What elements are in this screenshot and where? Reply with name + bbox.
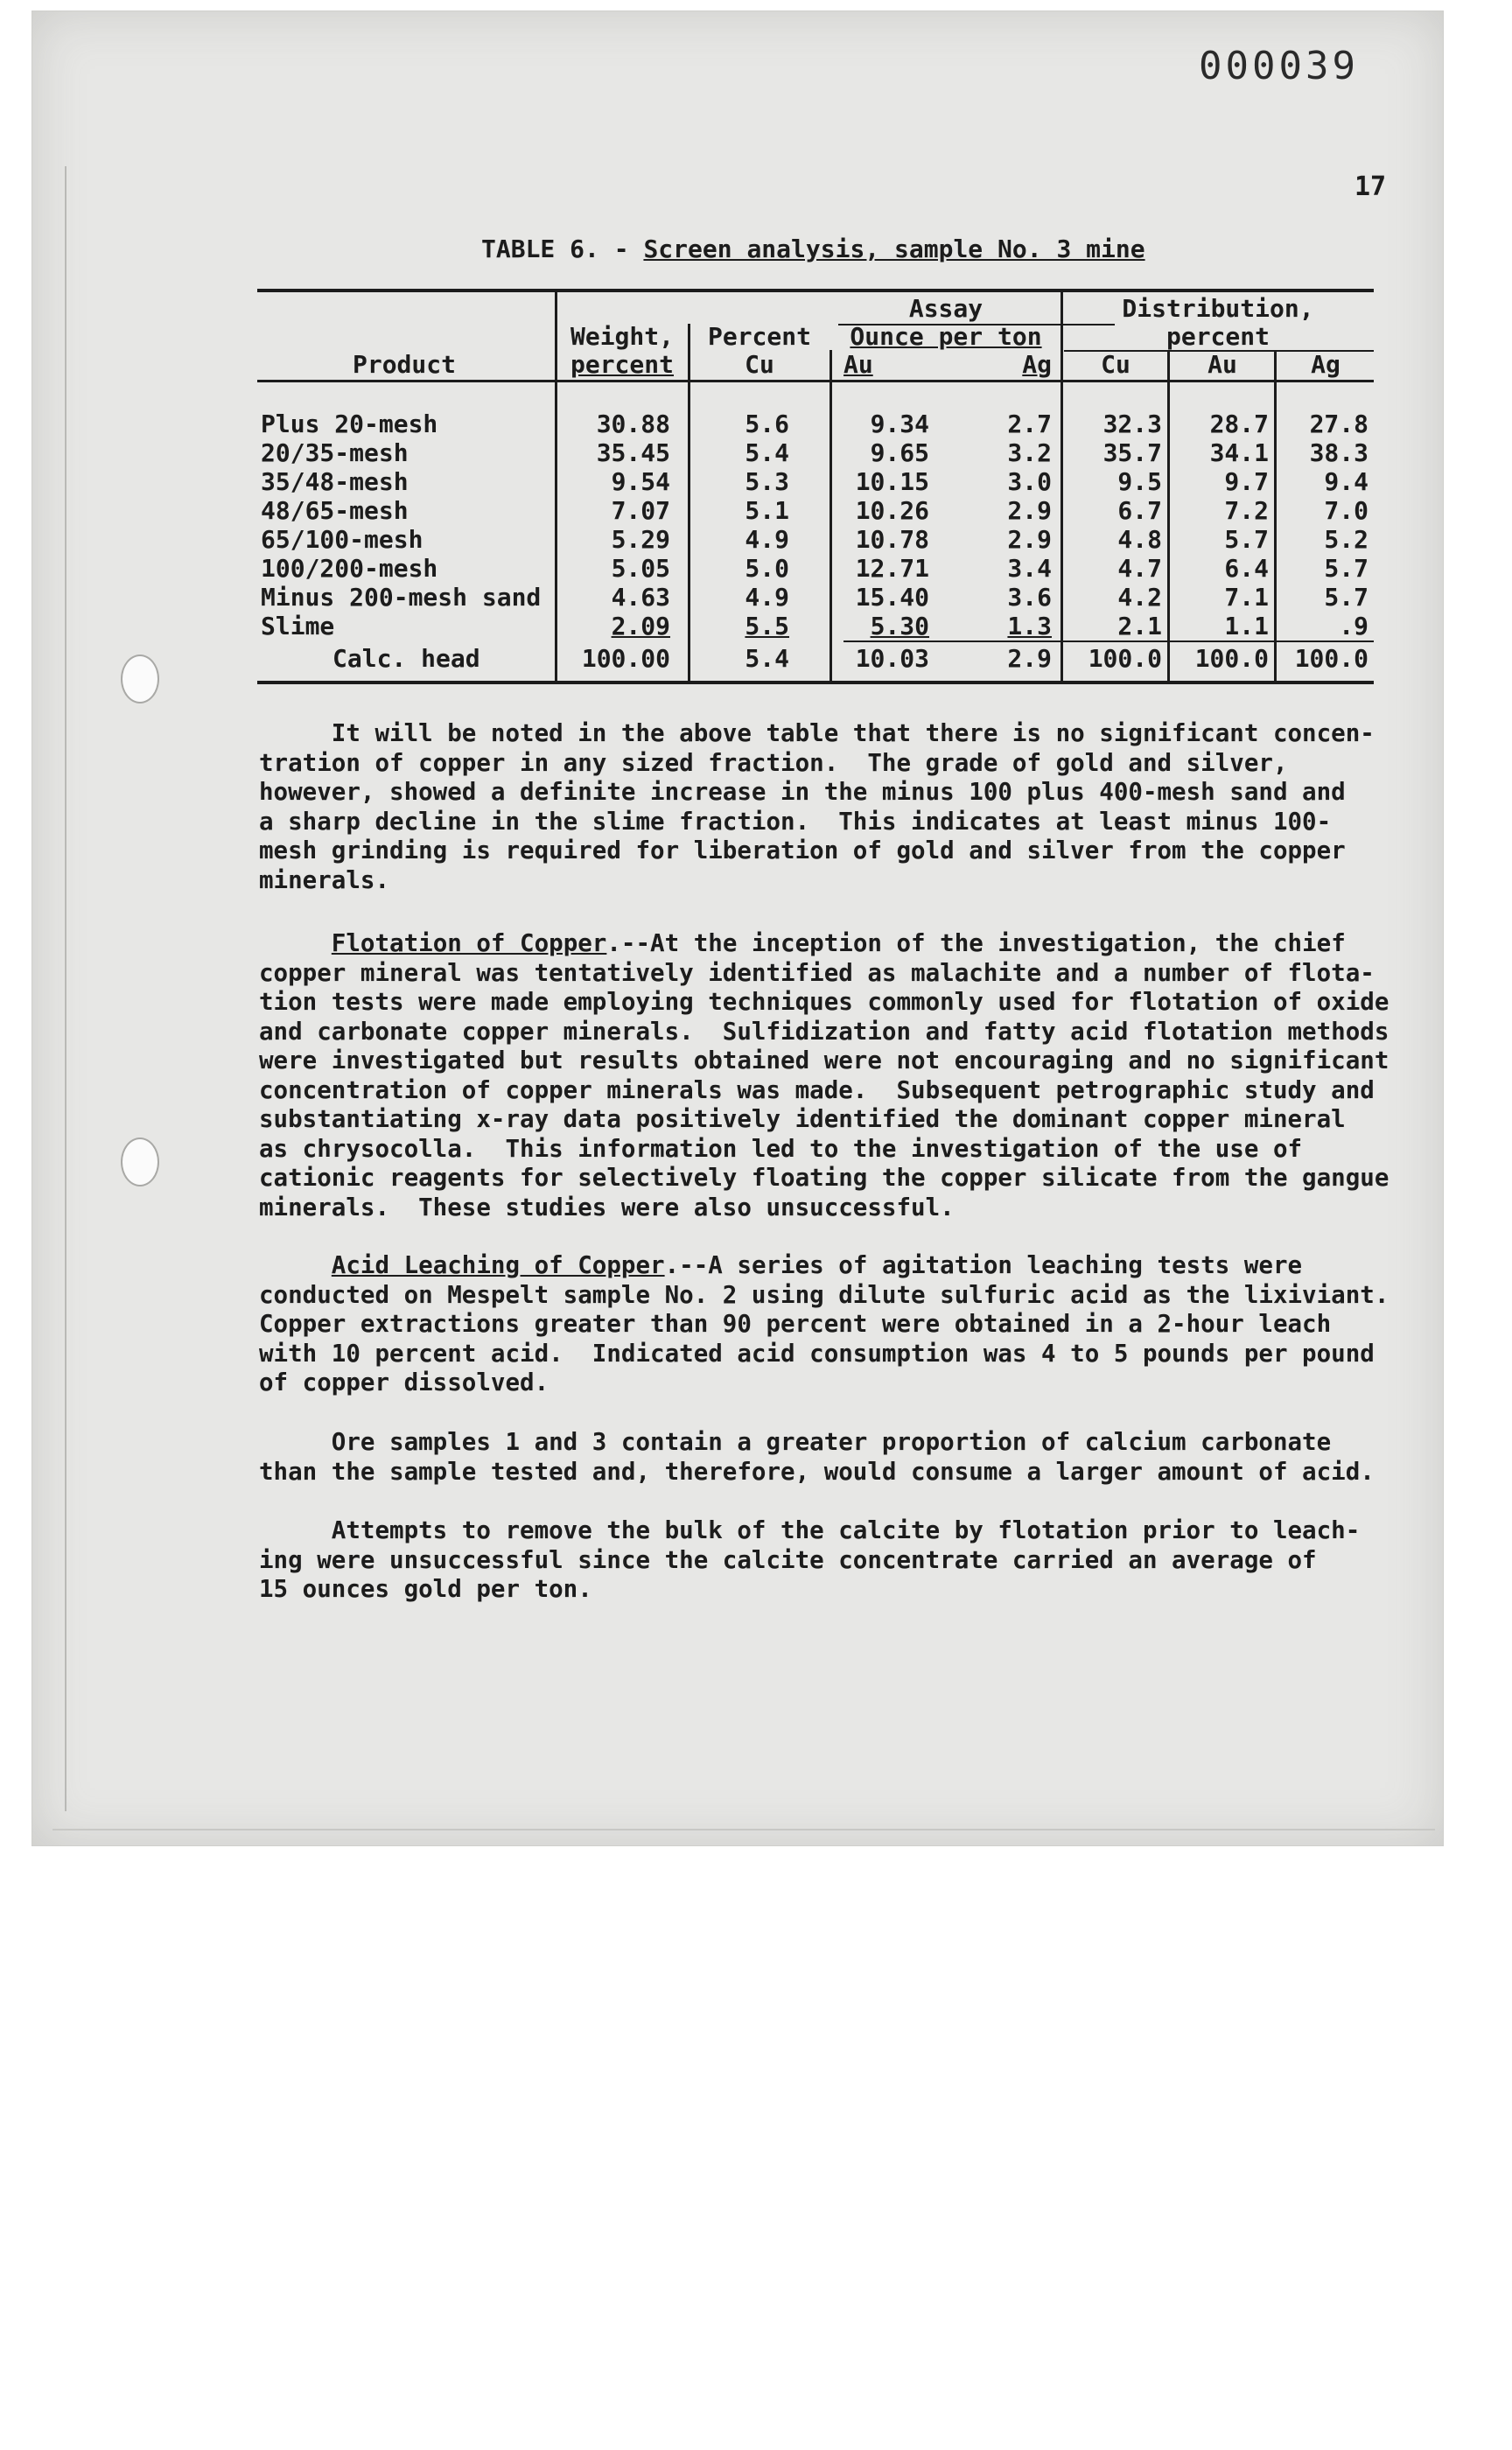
paragraph-size-fraction: It will be noted in the above table that there is no significant concen- tration of copper in any sized fraction. The grade of gold and silver, however, showed a definite increase in the minus 100 plus 400-mesh sand and a sharp decline in the slime fraction. This indicates at least minus 100- mesh grinding is required for liberation of gold and silver from the copper minerals. [259, 719, 1375, 894]
table-bottom-rule [257, 681, 1374, 684]
cell-product: Minus 200-mesh sand [261, 583, 542, 612]
table-top-rule [257, 289, 1374, 292]
cell-dist-ag: 100.0 [1294, 644, 1368, 673]
cell-product: 48/65-mesh [261, 496, 409, 525]
cell-dist-ag: 7.0 [1324, 496, 1368, 525]
cell-dist-ag: 27.8 [1309, 410, 1368, 438]
cell-dist-cu: 2.1 [1117, 612, 1162, 640]
punch-hole [121, 654, 159, 704]
cell-product: 20/35-mesh [261, 438, 409, 467]
col-header-ounce-per-ton: Ounce per ton [850, 322, 1042, 351]
cell-dist-cu: 32.3 [1102, 410, 1162, 438]
cell-au: 15.40 [855, 583, 929, 612]
cell-ag: 3.2 [1007, 438, 1052, 467]
col-rule [1274, 350, 1277, 681]
cell-dist-ag: .9 [1339, 612, 1368, 640]
cell-cu: 5.3 [745, 467, 789, 496]
table-caption-title: Screen analysis, sample No. 3 mine [643, 234, 1145, 263]
cell-dist-au: 5.7 [1224, 525, 1269, 554]
cell-dist-au: 28.7 [1209, 410, 1269, 438]
col-header-assay: Assay [908, 294, 984, 323]
col-rule [1167, 350, 1170, 681]
cell-product: 100/200-mesh [261, 554, 438, 583]
cell-au: 10.15 [855, 467, 929, 496]
cell-weight: 30.88 [596, 410, 670, 438]
cell-dist-ag: 38.3 [1309, 438, 1368, 467]
col-header-assay-au: Au [844, 350, 873, 379]
paragraph-text: .--A series of agitation leaching tests were [664, 1251, 1303, 1279]
page-bottom-line [52, 1829, 1435, 1830]
cell-dist-au: 7.2 [1224, 496, 1269, 525]
cell-dist-ag: 5.7 [1324, 583, 1368, 612]
cell-product: Calc. head [332, 644, 480, 673]
cell-cu: 5.5 [745, 612, 789, 640]
document-number: 000039 [1199, 44, 1359, 88]
cell-dist-au: 9.7 [1224, 467, 1269, 496]
col-header-dist-cu: Cu [1101, 350, 1130, 379]
cell-ag: 2.7 [1007, 410, 1052, 438]
cell-dist-cu: 4.2 [1117, 583, 1162, 612]
paragraph-text: .--At the inception of the investigation, the chief [606, 929, 1346, 957]
cell-weight: 4.63 [611, 583, 670, 612]
col-header-percent-cu: Cu [745, 350, 774, 379]
cell-dist-ag: 5.2 [1324, 525, 1368, 554]
cell-dist-au: 34.1 [1209, 438, 1269, 467]
cell-dist-cu: 4.8 [1117, 525, 1162, 554]
col-header-product: Product [352, 350, 456, 379]
cell-dist-cu: 9.5 [1117, 467, 1162, 496]
cell-weight: 7.07 [611, 496, 670, 525]
cell-dist-cu: 35.7 [1102, 438, 1162, 467]
section-heading-flotation: Flotation of Copper [331, 929, 607, 957]
cell-ag: 3.4 [1007, 554, 1052, 583]
cell-au: 12.71 [855, 554, 929, 583]
cell-cu: 4.9 [745, 525, 789, 554]
table-caption [481, 234, 1145, 263]
cell-product: 35/48-mesh [261, 467, 409, 496]
col-header-dist-au: Au [1208, 350, 1237, 379]
cell-dist-ag: 9.4 [1324, 467, 1368, 496]
paragraph-ore-samples: Ore samples 1 and 3 contain a greater proportion of calcium carbonate than the sample tested and, therefore, would consume a larger amount of acid. [259, 1428, 1375, 1486]
paragraph-calcite: Attempts to remove the bulk of the calcite by flotation prior to leach- ing were unsuccessful since the calcite concentrate carried an average of 15 ounces gold per ton. [259, 1516, 1361, 1603]
cell-ag: 2.9 [1007, 496, 1052, 525]
cell-cu: 5.4 [745, 438, 789, 467]
cell-cu: 5.0 [745, 554, 789, 583]
cell-product: Slime [261, 612, 335, 640]
cell-dist-ag: 5.7 [1324, 554, 1368, 583]
cell-au: 9.34 [870, 410, 929, 438]
cell-ag: 1.3 [1007, 612, 1052, 640]
cell-ag: 2.9 [1007, 644, 1052, 673]
cell-dist-au: 100.0 [1194, 644, 1269, 673]
screen-analysis-table [257, 289, 1374, 684]
cell-dist-cu: 4.7 [1117, 554, 1162, 583]
cell-au: 9.65 [870, 438, 929, 467]
paragraph-text: conducted on Mespelt sample No. 2 using dilute sulfuric acid as the lixiviant. Copper extractions greater than 90 percent were obtained in a 2-hour leach with 10 percent acid. Indicated acid consumption was 4 to 5 pounds per pound of copper dissolved. [259, 1280, 1390, 1396]
table-caption-prefix: TABLE 6. - [481, 234, 644, 263]
col-header-weight-unit: percent [570, 350, 674, 379]
cell-cu: 5.6 [745, 410, 789, 438]
cell-dist-cu: 100.0 [1088, 644, 1162, 673]
cell-ag: 2.9 [1007, 525, 1052, 554]
cell-weight: 2.09 [611, 612, 670, 640]
punch-hole [121, 1138, 159, 1186]
cell-cu: 5.4 [745, 644, 789, 673]
paragraph-flotation [259, 929, 1432, 1222]
col-header-distribution-unit: percent [1166, 322, 1270, 351]
cell-weight: 5.05 [611, 554, 670, 583]
page-edge-line [65, 166, 66, 1811]
cell-dist-au: 6.4 [1224, 554, 1269, 583]
col-header-percent: Percent [707, 322, 811, 351]
cell-weight: 35.45 [596, 438, 670, 467]
cell-dist-au: 7.1 [1224, 583, 1269, 612]
cell-cu: 4.9 [745, 583, 789, 612]
cell-product: 65/100-mesh [261, 525, 424, 554]
cell-cu: 5.1 [745, 496, 789, 525]
cell-au: 10.03 [855, 644, 929, 673]
table-header-rule [257, 380, 1374, 382]
col-rule [688, 324, 690, 681]
cell-weight: 100.00 [581, 644, 670, 673]
cell-product: Plus 20-mesh [261, 410, 438, 438]
cell-au: 10.26 [855, 496, 929, 525]
cell-weight: 9.54 [611, 467, 670, 496]
col-header-dist-ag: Ag [1311, 350, 1340, 379]
cell-ag: 3.0 [1007, 467, 1052, 496]
section-heading-acid-leaching: Acid Leaching of Copper [331, 1251, 665, 1279]
page-number: 17 [1354, 172, 1387, 202]
col-rule [555, 292, 557, 681]
paragraph-text: copper mineral was tentatively identified as malachite and a number of flota- tion tests were made employing techniques commonly used for flotation of oxide and carbonate copper minerals. Sulfidization and fatty acid flotation methods were investigated but results obtained were not encouraging and no significant concentration of copper minerals was made. Subsequent petrographic study and substantiating x-ray data positively identified the dominant copper mineral as chrysocolla. This information led to the investigation of the use of cationic reagents for selectively floating the copper silicate from the gangue minerals. These studies were also unsuccessful. [259, 958, 1390, 1222]
cell-weight: 5.29 [611, 525, 670, 554]
col-header-assay-ag: Ag [1022, 350, 1052, 379]
cell-au: 5.30 [870, 612, 929, 640]
col-header-distribution: Distribution, [1122, 294, 1314, 323]
col-header-weight: Weight, [570, 322, 674, 351]
cell-dist-cu: 6.7 [1117, 496, 1162, 525]
cell-au: 10.78 [855, 525, 929, 554]
paragraph-acid-leaching [259, 1251, 1432, 1398]
cell-ag: 3.6 [1007, 583, 1052, 612]
cell-dist-au: 1.1 [1224, 612, 1269, 640]
